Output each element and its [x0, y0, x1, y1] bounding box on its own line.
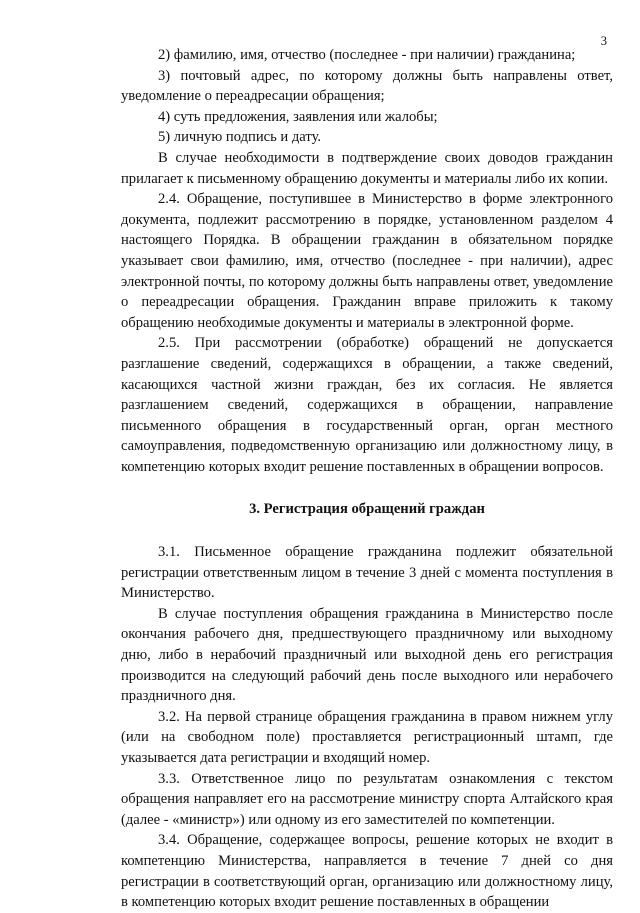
paragraph-item-3: 3) почтовый адрес, по которому должны быть направлены ответ, уведомление о переадресации обращения;	[121, 67, 613, 105]
paragraph-item-5: 5) личную подпись и дату.	[158, 129, 322, 146]
paragraph-after-hours: В случае поступления обращения гражданина в Министерство после окончания рабочего дня, предшествующего праздничному или выходному дню, либо в нерабочий праздничный или выходной день его регистрация производится на следующий рабочий день после выходного или нерабочего праздничного дня.	[121, 605, 613, 705]
paragraph-3-1: 3.1. Письменное обращение гражданина подлежит обязательной регистрации ответственным лицом в течение 3 дней с момента поступления в Министерство.	[121, 544, 613, 602]
paragraph-2-5: 2.5. При рассмотрении (обработке) обращений не допускается разглашение сведений, содержащихся в обращении, а также сведений, касающихся частной жизни граждан, без их согласия. Не является разглашением сведений, содержащихся в обращении, направление письменного обращения в государственный орган, орган местного самоуправления, подведомственную организацию или должностному лицу, в компетенцию которых входит решение поставленных в обращении вопросов.	[121, 335, 613, 475]
paragraph-item-4: 4) суть предложения, заявления или жалобы;	[158, 108, 438, 125]
paragraph-3-3: 3.3. Ответственное лицо по результатам ознакомления с текстом обращения направляет его на рассмотрение министру спорта Алтайского края (далее - «министр») или одному из его заместителей по компетенции.	[121, 770, 613, 828]
paragraph-attachments: В случае необходимости в подтверждение своих доводов гражданин прилагает к письменному обращению документы и материалы либо их копии.	[121, 149, 613, 187]
section-title: 3. Регистрация обращений граждан	[249, 501, 485, 518]
paragraph-3-4: 3.4. Обращение, содержащее вопросы, решение которых не входит в компетенцию Министерства, направляется в течение 7 дней со дня регистрации в соответствующий орган, организацию или должностному лицу, в компетенцию которых входит решение поставленных в обращении	[121, 832, 613, 911]
page-number: 3	[600, 34, 607, 48]
paragraph-2-4: 2.4. Обращение, поступившее в Министерство в форме электронного документа, подлежит рассмотрению в порядке, установленном разделом 4 настоящего Порядка. В обращении гражданин в обязательном порядке указывает свои фамилию, имя, отчество (последнее - при наличии), адрес электронной почты, по которому должны быть направлены ответ, уведомление о переадресации обращения. Гражданин вправе приложить к такому обращению необходимые документы и материалы в электронной форме.	[121, 191, 613, 331]
paragraph-item-2: 2) фамилию, имя, отчество (последнее - при наличии) гражданина;	[158, 47, 576, 63]
document-body	[121, 45, 613, 913]
paragraph-3-2: 3.2. На первой странице обращения гражданина в правом нижнем углу (или на свободном поле) проставляется регистрационный штамп, где указывается дата регистрации и входящий номер.	[121, 708, 613, 766]
